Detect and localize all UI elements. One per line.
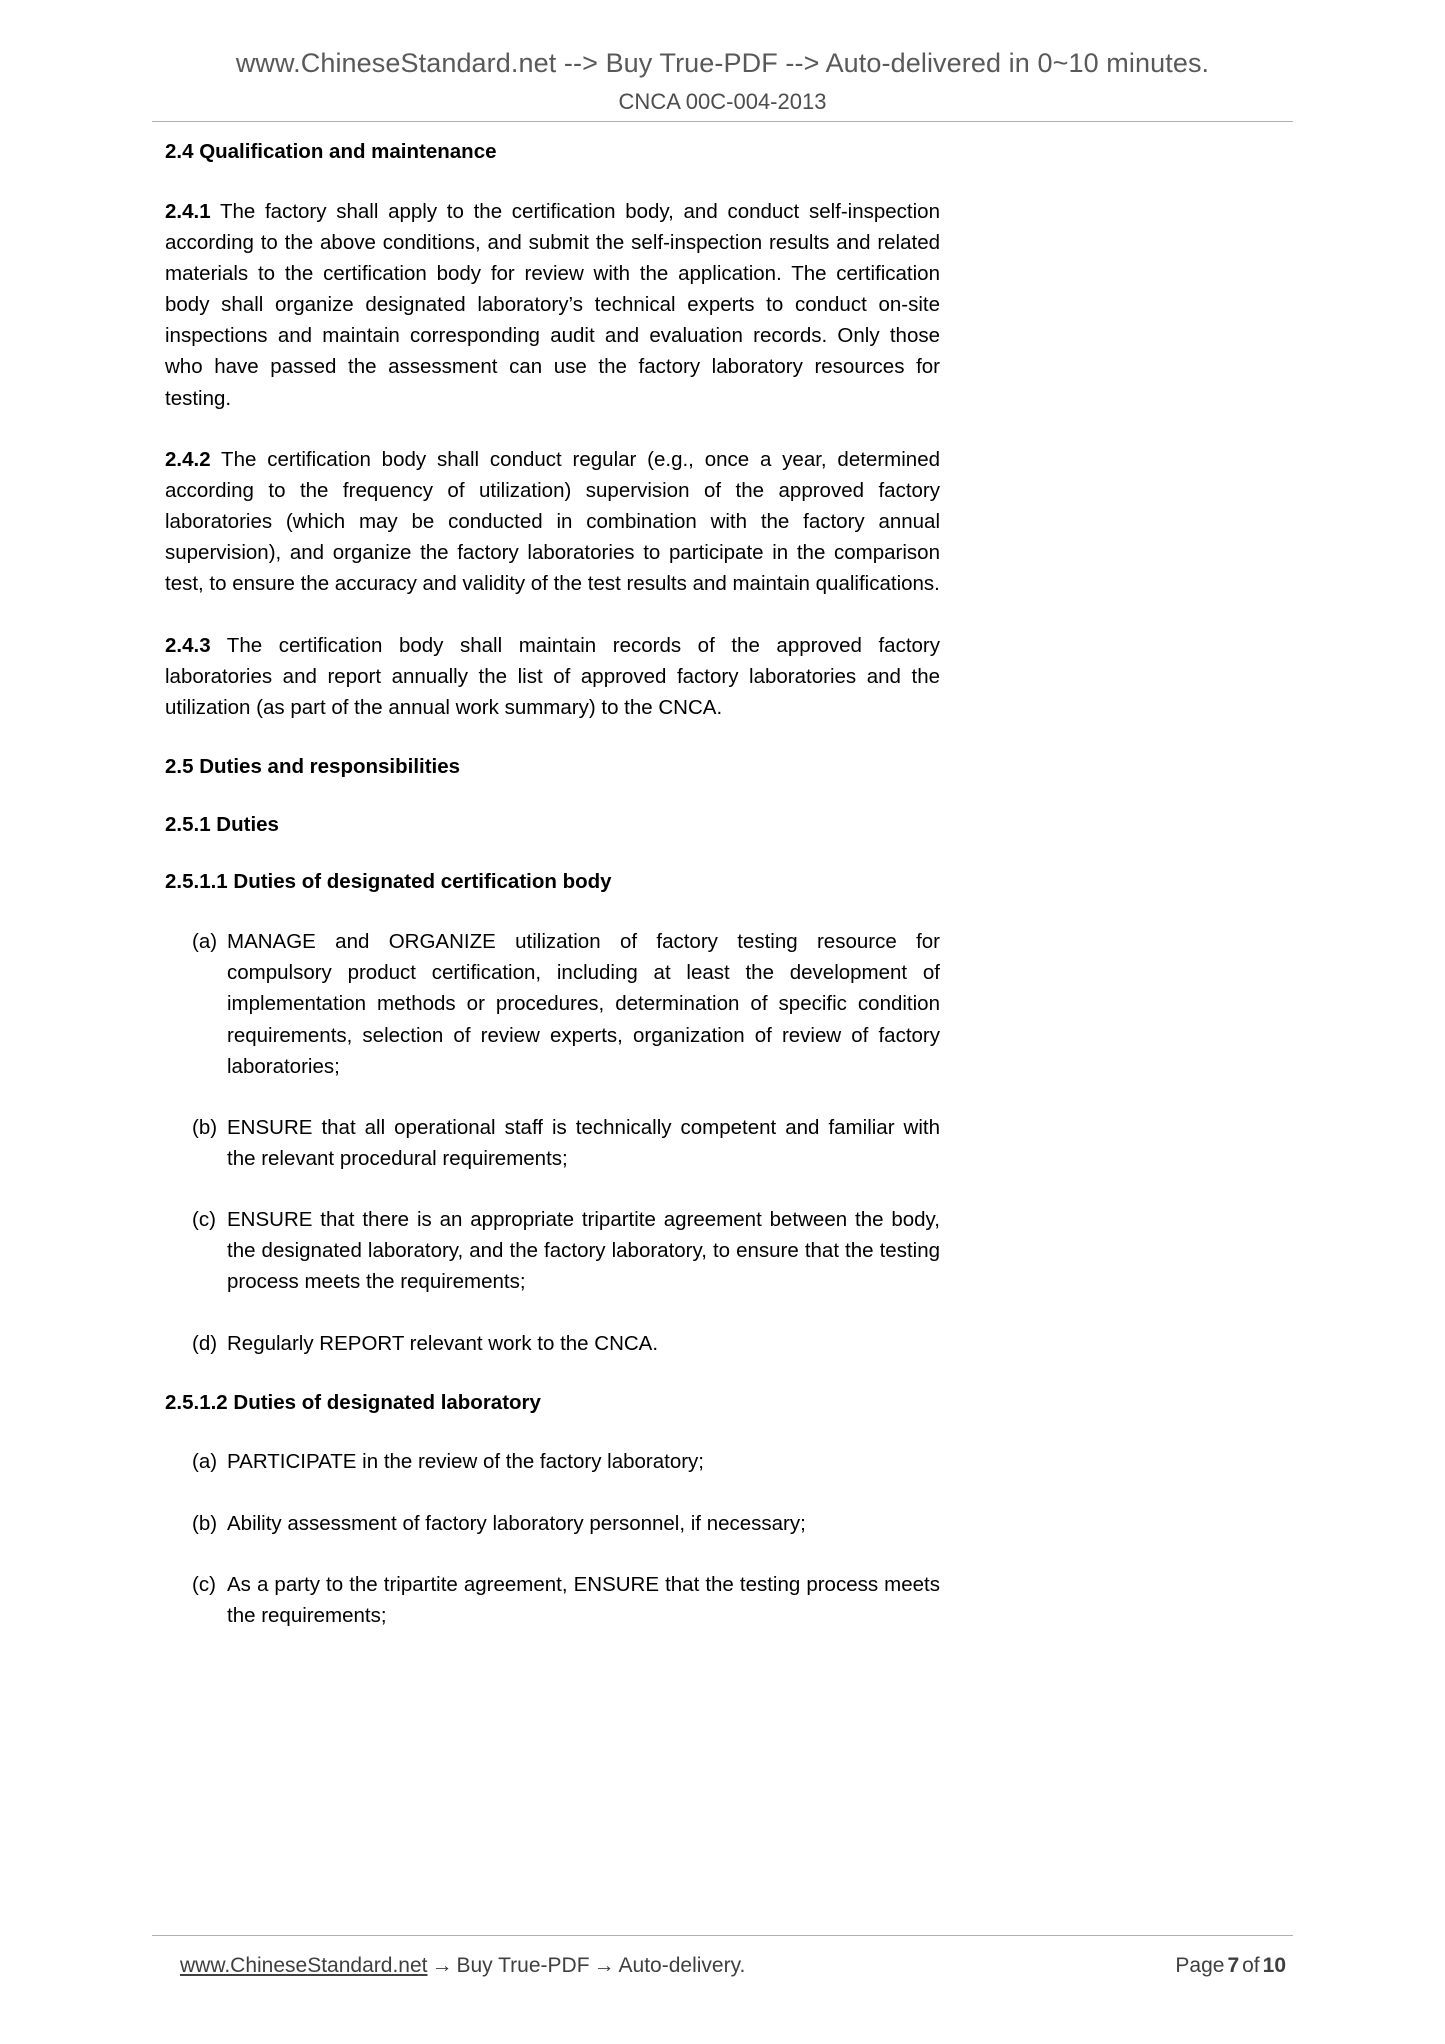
- list-item-text: As a party to the tripartite agreement, ENSURE that the testing process meets the requirements;: [227, 1572, 940, 1627]
- page-total: 10: [1262, 1954, 1286, 1977]
- paragraph-2-4-3-number: 2.4.3: [165, 633, 211, 657]
- list-item: [165, 1569, 940, 1631]
- header-promo-text: www.ChineseStandard.net --> Buy True-PDF --> Auto-delivered in 0~10 minutes.: [235, 48, 1210, 78]
- footer-buy-text: Buy True-PDF: [456, 1954, 590, 1977]
- document-content: [165, 138, 940, 1661]
- list-item: [165, 926, 940, 1082]
- list-item-marker: (a): [192, 930, 218, 954]
- heading-2-5-1-2: 2.5.1.2 Duties of designated laboratory: [165, 1390, 541, 1414]
- footer-site-link[interactable]: www.ChineseStandard.net: [180, 1954, 428, 1977]
- list-item-text: PARTICIPATE in the review of the factory laboratory;: [227, 1450, 705, 1474]
- list-item: [165, 1446, 940, 1477]
- paragraph-2-4-2-text: The certification body shall conduct regular (e.g., once a year, determined according to the frequency of utilization) supervision of the approved factory laboratories (which may be conducted in combination with the factory annual supervision), and organize the factory laboratories to participate in the comparison test, to ensure the accuracy and validity of the test results and maintain qualifications.: [165, 447, 940, 596]
- heading-2-5: 2.5 Duties and responsibilities: [165, 755, 461, 779]
- header-standard-number: CNCA 00C-004-2013: [618, 89, 827, 114]
- list-item-marker: (b): [192, 1511, 218, 1535]
- paragraph-2-4-1-number: 2.4.1: [165, 199, 211, 223]
- paragraph-2-4-3-text: The certification body shall maintain records of the approved factory laboratories and report annually the list of approved factory laboratories and the utilization (as part of the annual work summary) to the CNCA.: [165, 633, 940, 719]
- list-item-marker: (c): [192, 1572, 216, 1596]
- paragraph-2-4-3: [165, 630, 940, 723]
- duties-designated-laboratory-list: [165, 1446, 940, 1631]
- page-label: Page: [1175, 1954, 1225, 1977]
- list-item-text: Ability assessment of factory laboratory personnel, if necessary;: [227, 1511, 806, 1535]
- list-item-text: ENSURE that all operational staff is technically competent and familiar with the relevant procedural requirements;: [227, 1115, 940, 1170]
- page-header: [0, 48, 1445, 115]
- footer-delivery-text: Auto-delivery.: [618, 1954, 746, 1977]
- duties-certification-body-list: [165, 926, 940, 1359]
- paragraph-2-4-1: [165, 196, 940, 414]
- list-item-marker: (c): [192, 1208, 216, 1232]
- list-item-text: Regularly REPORT relevant work to the CNCA.: [227, 1331, 659, 1355]
- footer-divider: [152, 1935, 1293, 1936]
- footer-promo: [180, 1954, 745, 1978]
- heading-2-5-1-1: 2.5.1.1 Duties of designated certification body: [165, 870, 612, 894]
- paragraph-2-4-2: [165, 444, 940, 600]
- list-item-marker: (b): [192, 1115, 218, 1139]
- page-number-indicator: [1175, 1954, 1289, 1978]
- list-item-marker: (d): [192, 1331, 218, 1355]
- list-item: [165, 1204, 940, 1297]
- list-item: [165, 1508, 940, 1539]
- heading-2-4: 2.4 Qualification and maintenance: [165, 140, 497, 163]
- footer-arrow-2-icon: →: [593, 1954, 615, 1977]
- list-item: [165, 1112, 940, 1174]
- paragraph-2-4-1-text: The factory shall apply to the certification body, and conduct self-inspection according to the above conditions, and submit the self-inspection results and related materials to the certification body for review with the application. The certification body shall organize designated laboratory’s technical experts to conduct on-site inspections and maintain corresponding audit and evaluation records. Only those who have passed the assessment can use the factory laboratory resources for testing.: [165, 199, 940, 410]
- header-divider: [152, 121, 1293, 122]
- page-footer: [152, 1954, 1293, 1978]
- page-of-label: of: [1242, 1954, 1260, 1977]
- list-item-marker: (a): [192, 1450, 218, 1474]
- paragraph-2-4-2-number: 2.4.2: [165, 447, 211, 471]
- heading-2-5-1: 2.5.1 Duties: [165, 812, 279, 836]
- page-current: 7: [1227, 1954, 1240, 1977]
- list-item: [165, 1328, 940, 1359]
- list-item-text: ENSURE that there is an appropriate tripartite agreement between the body, the designated laboratory, and the factory laboratory, to ensure that the testing process meets the requirements;: [227, 1208, 940, 1294]
- list-item-text: MANAGE and ORGANIZE utilization of factory testing resource for compulsory product certification, including at least the development of implementation methods or procedures, determination of specific condition requirements, selection of review experts, organization of review of factory laboratories;: [227, 930, 940, 1078]
- footer-arrow-1-icon: →: [431, 1954, 453, 1977]
